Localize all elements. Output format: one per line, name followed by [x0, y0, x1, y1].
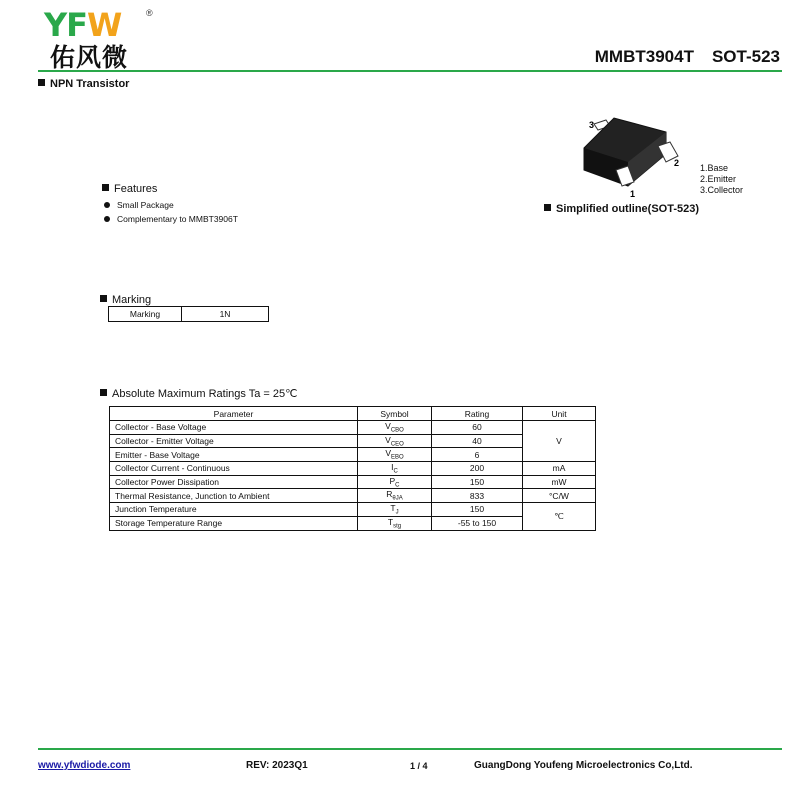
rating-cell: 60 — [432, 421, 523, 435]
symbol-main: I — [391, 462, 394, 473]
symbol-cell — [358, 503, 432, 517]
symbol-cell — [358, 434, 432, 448]
registered-mark: ® — [146, 8, 153, 18]
feature-item — [104, 200, 174, 210]
sot523-package-drawing — [570, 110, 690, 200]
pin-1-description: 1.Base — [700, 163, 729, 173]
header-divider — [38, 70, 782, 72]
feature-text: Small Package — [117, 200, 174, 210]
dot-bullet-icon — [104, 216, 110, 222]
table-row — [110, 421, 596, 435]
marking-table — [108, 306, 269, 322]
logo-letter: F — [66, 6, 88, 44]
symbol-subscript: J — [395, 509, 399, 516]
device-type-heading — [38, 78, 129, 90]
square-bullet-icon — [100, 295, 107, 302]
symbol-main: V — [385, 448, 391, 459]
unit-cell: mW — [523, 475, 596, 489]
pin-2-number: 2 — [674, 158, 680, 168]
website-link[interactable]: www.yfwdiode.com — [38, 760, 131, 771]
revision-text: REV: 2023Q1 — [246, 760, 308, 771]
symbol-subscript: EBO — [391, 455, 404, 462]
marking-title: Marking — [112, 294, 152, 306]
symbol-subscript: CEO — [390, 441, 404, 448]
ratings-heading — [100, 387, 298, 400]
unit-cell: ℃ — [523, 503, 596, 530]
table-row — [110, 503, 596, 517]
param-cell: Storage Temperature Range — [110, 516, 358, 530]
symbol-cell — [358, 462, 432, 476]
part-number: MMBT3904T — [594, 47, 694, 66]
param-cell: Collector Power Dissipation — [110, 475, 358, 489]
table-row — [110, 489, 596, 503]
symbol-subscript: CBO — [390, 427, 404, 434]
logo-letter: W — [87, 6, 122, 44]
package-name: SOT-523 — [711, 47, 780, 66]
symbol-cell — [358, 448, 432, 462]
unit-cell: mA — [523, 462, 596, 476]
col-header-rating: Rating — [432, 407, 523, 421]
rating-cell: 150 — [432, 503, 523, 517]
dot-bullet-icon — [104, 202, 110, 208]
feature-text: Complementary to MMBT3906T — [117, 214, 238, 224]
pin-1-number: 1 — [630, 189, 636, 199]
marking-label-cell: Marking — [109, 307, 182, 322]
symbol-main: P — [389, 475, 396, 486]
outline-caption — [544, 203, 699, 215]
param-cell: Thermal Resistance, Junction to Ambient — [110, 489, 358, 503]
symbol-main: R — [386, 489, 393, 500]
rating-cell: 6 — [432, 448, 523, 462]
symbol-main: T — [387, 516, 394, 527]
symbol-cell — [358, 489, 432, 503]
rating-cell: 40 — [432, 434, 523, 448]
param-cell: Junction Temperature — [110, 503, 358, 517]
features-heading — [102, 183, 157, 195]
features-title: Features — [114, 183, 158, 195]
col-header-parameter: Parameter — [110, 407, 358, 421]
symbol-subscript: C — [393, 468, 398, 475]
table-row — [109, 307, 269, 322]
param-cell: Emitter - Base Voltage — [110, 448, 358, 462]
unit-cell: V — [523, 421, 596, 462]
param-cell: Collector - Emitter Voltage — [110, 434, 358, 448]
symbol-main: V — [385, 434, 391, 445]
ratings-table — [109, 406, 596, 531]
rating-cell: 200 — [432, 462, 523, 476]
table-row — [110, 462, 596, 476]
symbol-cell — [358, 516, 432, 530]
pin-description-list — [700, 163, 743, 196]
pin-2-description: 2.Emitter — [700, 174, 737, 184]
col-header-symbol: Symbol — [358, 407, 432, 421]
device-type-text: NPN Transistor — [50, 78, 130, 90]
symbol-cell — [358, 421, 432, 435]
rating-cell: -55 to 150 — [432, 516, 523, 530]
logo-chinese-name: 佑风微 — [50, 43, 129, 72]
square-bullet-icon — [100, 389, 107, 396]
footer-divider — [38, 748, 782, 750]
symbol-subscript: θJA — [392, 496, 403, 503]
rating-cell: 150 — [432, 475, 523, 489]
symbol-subscript: stg — [393, 523, 402, 530]
square-bullet-icon — [544, 204, 551, 211]
symbol-main: V — [385, 421, 391, 431]
symbol-cell — [358, 475, 432, 489]
symbol-subscript: C — [395, 482, 400, 489]
table-header-row — [110, 407, 596, 421]
square-bullet-icon — [102, 184, 109, 191]
pin-3-description: 3.Collector — [700, 185, 744, 195]
logo-letter: Y — [44, 6, 67, 44]
pin-3-number: 3 — [589, 120, 595, 130]
marking-heading — [100, 294, 151, 306]
param-cell: Collector Current - Continuous — [110, 462, 358, 476]
marking-value-cell: 1N — [182, 307, 269, 322]
document-title — [595, 47, 780, 67]
outline-caption-text: Simplified outline(SOT-523) — [556, 203, 700, 215]
rating-cell: 833 — [432, 489, 523, 503]
col-header-unit: Unit — [523, 407, 596, 421]
ratings-title: Absolute Maximum Ratings Ta = 25℃ — [112, 388, 298, 400]
page-number: 1 / 4 — [410, 761, 428, 771]
table-row — [110, 475, 596, 489]
company-name: GuangDong Youfeng Microelectronics Co,Ltd. — [474, 760, 693, 771]
param-cell: Collector - Base Voltage — [110, 421, 358, 435]
symbol-main: T — [390, 503, 396, 514]
square-bullet-icon — [38, 79, 45, 86]
unit-cell: °C/W — [523, 489, 596, 503]
feature-item — [104, 214, 238, 224]
